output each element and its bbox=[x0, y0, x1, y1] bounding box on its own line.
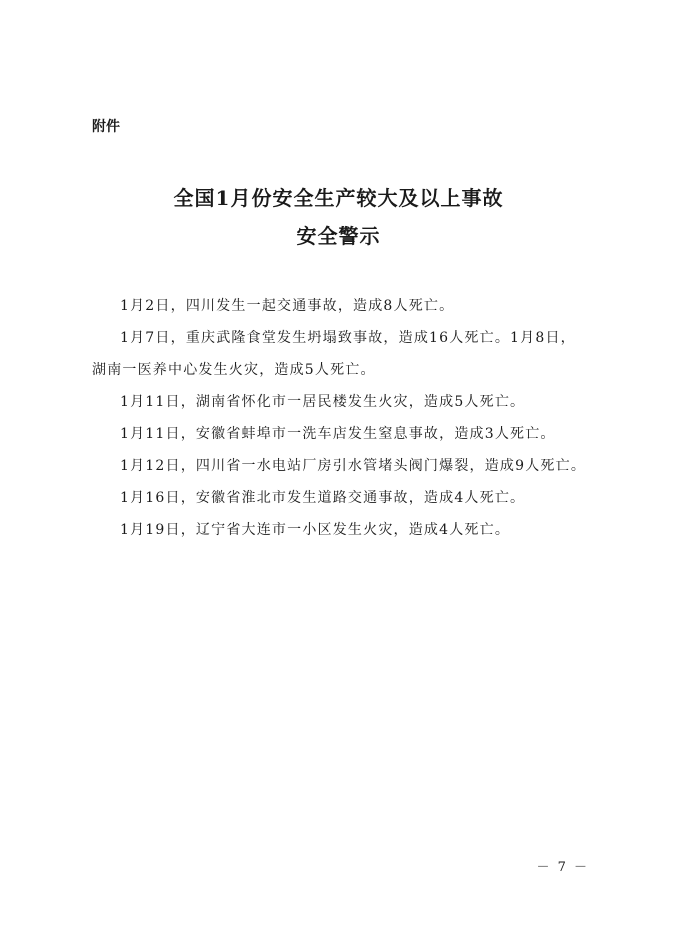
paragraph-1: 1月2日，四川发生一起交通事故，造成8人死亡。 bbox=[120, 298, 455, 314]
paragraph-5: 1月12日，四川省一水电站厂房引水管堵头阀门爆裂，造成9人死亡。 bbox=[120, 458, 587, 474]
paragraph-3: 1月11日，湖南省怀化市一居民楼发生火灾，造成5人死亡。 bbox=[120, 394, 526, 410]
paragraph-4: 1月11日，安徽省蚌埠市一洗车店发生窒息事故，造成3人死亡。 bbox=[120, 426, 556, 442]
attachment-label: 附件 bbox=[92, 119, 120, 135]
paragraph-7: 1月19日，辽宁省大连市一小区发生火灾，造成4人死亡。 bbox=[120, 522, 511, 538]
document-title-line-2: 安全警示 bbox=[296, 224, 381, 248]
paragraph-6: 1月16日，安徽省淮北市发生道路交通事故，造成4人死亡。 bbox=[120, 490, 526, 506]
paragraph-2: 1月7日，重庆武隆食堂发生坍塌致事故，造成16人死亡。1月8日，湖南一医养中心发生火灾，造成5人死亡。 bbox=[92, 330, 576, 378]
document-body bbox=[92, 290, 588, 546]
page-number bbox=[0, 856, 677, 875]
document-title-line-1: 全国1月份安全生产较大及以上事故 bbox=[173, 186, 504, 210]
page-number-text: － 7 － bbox=[536, 860, 589, 875]
